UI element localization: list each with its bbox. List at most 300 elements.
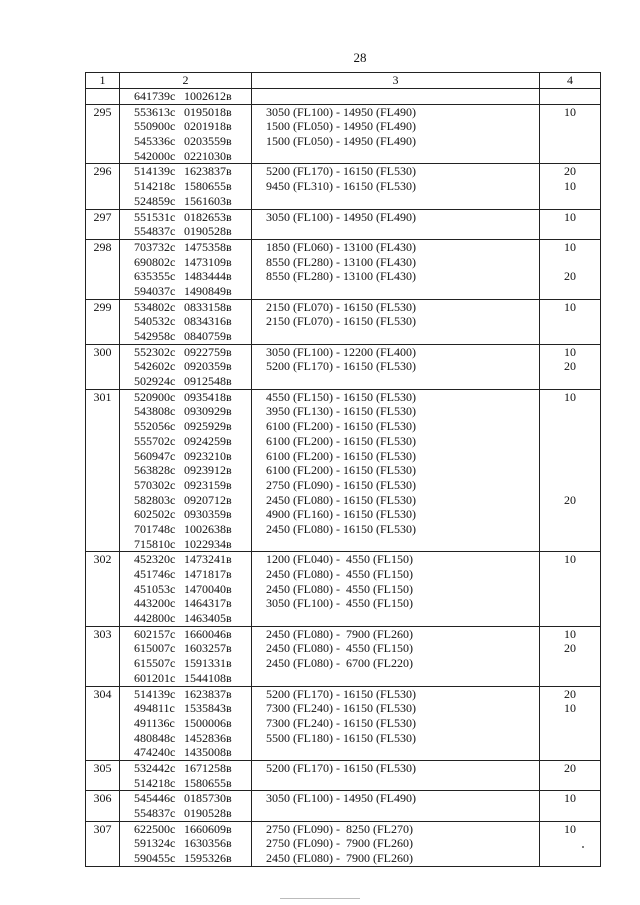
latitude: 553613с — [134, 104, 176, 119]
longitude: 1603257в — [184, 641, 232, 656]
coordinate-line — [134, 374, 251, 389]
coordinate-line — [134, 596, 251, 611]
longitude: 0922759в — [184, 344, 232, 359]
coordinate-line — [134, 522, 251, 537]
value — [540, 255, 600, 270]
altitude-range: 2450 (FL080) - 4550 (FL150) — [266, 641, 413, 656]
value: 10 — [564, 299, 576, 314]
longitude: 1623837в — [184, 164, 232, 179]
latitude: 542958с — [134, 329, 176, 343]
latitude: 502924с — [134, 374, 176, 389]
longitude: 0185730в — [184, 791, 232, 806]
latitude: 545336с — [134, 134, 176, 149]
latitude: 514139с — [134, 686, 176, 701]
value: 20 — [564, 760, 576, 775]
value: 10 — [564, 552, 576, 567]
table-row — [86, 552, 601, 626]
value — [540, 449, 600, 464]
altitude-range-cell — [252, 389, 540, 552]
coordinate-line — [134, 507, 251, 522]
altitude-range: 2750 (FL090) - 8250 (FL270) — [266, 821, 413, 836]
longitude: 1435008в — [184, 745, 232, 760]
altitude-range-cell — [252, 686, 540, 760]
altitude-range: 8550 (FL280) - 13100 (FL430) — [266, 254, 416, 269]
longitude: 1475358в — [184, 239, 232, 254]
coordinate-line — [134, 552, 251, 567]
altitude-range: 4550 (FL150) - 16150 (FL530) — [266, 389, 416, 404]
latitude: 635355с — [134, 269, 176, 284]
coordinate-line — [134, 822, 251, 837]
altitude-range: 2750 (FL090) - 16150 (FL530) — [266, 477, 416, 492]
coordinate-line — [134, 716, 251, 731]
altitude-range-cell — [252, 209, 540, 239]
latitude: 641739с — [134, 89, 176, 103]
altitude-range: 9450 (FL310) - 16150 (FL530) — [266, 179, 416, 194]
longitude: 0923912в — [184, 463, 232, 478]
longitude: 0834316в — [184, 314, 232, 329]
value: 10 — [564, 389, 576, 404]
value-cell — [540, 299, 601, 344]
value: 10 — [564, 626, 576, 641]
coordinate-line — [134, 776, 251, 791]
coordinates-cell — [120, 791, 252, 821]
longitude: 1490849в — [184, 283, 232, 298]
coordinate-line — [134, 314, 251, 329]
longitude: 1660609в — [184, 821, 232, 836]
longitude: 0935418в — [184, 389, 232, 404]
latitude: 594037с — [134, 283, 176, 298]
altitude-range: 3050 (FL100) - 4550 (FL150) — [266, 596, 413, 611]
altitude-range-cell — [252, 164, 540, 209]
altitude-range: 2450 (FL080) - 7900 (FL260) — [266, 626, 413, 641]
table-body — [86, 89, 601, 867]
longitude: 1473241в — [184, 552, 232, 567]
value: 20 — [564, 492, 576, 507]
longitude: 0201918в — [184, 119, 232, 134]
coordinate-line — [134, 194, 251, 209]
latitude: 491136с — [134, 715, 175, 730]
coordinates-cell — [120, 299, 252, 344]
coordinate-line — [134, 164, 251, 179]
table-row — [86, 821, 601, 866]
value: 10 — [564, 821, 576, 836]
value-cell — [540, 239, 601, 299]
value — [540, 716, 600, 731]
altitude-range-cell — [252, 760, 540, 790]
table-row — [86, 89, 601, 105]
table-header-row — [86, 73, 601, 89]
value — [540, 851, 600, 866]
coordinates-cell — [120, 552, 252, 626]
value-cell — [540, 791, 601, 821]
coordinate-line — [134, 345, 251, 360]
coordinate-line — [134, 537, 251, 552]
altitude-range: 6100 (FL200) - 16150 (FL530) — [266, 433, 416, 448]
value — [540, 656, 600, 671]
coordinates-cell — [120, 104, 252, 164]
latitude: 701748с — [134, 521, 176, 536]
latitude: 703732с — [134, 239, 176, 254]
longitude: 1580655в — [184, 179, 232, 194]
altitude-range: 2150 (FL070) - 16150 (FL530) — [266, 314, 416, 329]
longitude: 1544108в — [184, 670, 232, 685]
altitude-range: 7300 (FL240) - 16150 (FL530) — [266, 715, 416, 730]
altitude-range: 2750 (FL090) - 7900 (FL260) — [266, 836, 413, 851]
coordinate-line — [134, 390, 251, 405]
longitude: 0190528в — [184, 224, 232, 239]
altitude-range: 6100 (FL200) - 16150 (FL530) — [266, 419, 416, 434]
longitude: 1473109в — [184, 254, 232, 269]
altitude-range-cell — [252, 299, 540, 344]
altitude-range-cell — [252, 89, 540, 105]
coordinates-cell — [120, 239, 252, 299]
altitude-range: 3050 (FL100) - 14950 (FL490) — [266, 791, 416, 806]
zone-number: 305 — [86, 760, 120, 790]
latitude: 524859с — [134, 193, 176, 208]
altitude-range-cell — [252, 791, 540, 821]
coordinate-line — [134, 449, 251, 464]
zone-number: 296 — [86, 164, 120, 209]
value: 20 — [564, 359, 576, 374]
coordinate-line — [134, 149, 251, 164]
coordinate-line — [134, 434, 251, 449]
value — [540, 119, 600, 134]
latitude: 615007с — [134, 641, 176, 656]
longitude: 1500006в — [184, 715, 232, 730]
altitude-range: 2150 (FL070) - 16150 (FL530) — [266, 299, 416, 314]
longitude: 0924259в — [184, 433, 232, 448]
altitude-range: 2450 (FL080) - 16150 (FL530) — [266, 492, 416, 507]
table-row — [86, 389, 601, 552]
zone-number: 303 — [86, 626, 120, 686]
latitude: 615507с — [134, 656, 176, 671]
table-row — [86, 104, 601, 164]
longitude: 1630356в — [184, 836, 232, 851]
altitude-range-cell — [252, 626, 540, 686]
value — [540, 836, 600, 851]
latitude: 442800с — [134, 611, 176, 626]
altitude-range: 5200 (FL170) - 16150 (FL530) — [266, 359, 416, 374]
latitude: 514218с — [134, 775, 176, 790]
coordinates-cell — [120, 626, 252, 686]
coordinate-line — [134, 134, 251, 149]
table-row — [86, 626, 601, 686]
longitude: 1471817в — [184, 567, 232, 581]
coordinates-cell — [120, 344, 252, 389]
value: 10 — [564, 701, 576, 716]
longitude: 0930929в — [184, 404, 232, 419]
header-col-2: 2 — [120, 73, 252, 89]
longitude: 0920712в — [184, 492, 232, 507]
value-cell — [540, 686, 601, 760]
longitude: 1463405в — [184, 611, 232, 626]
value: 10 — [564, 344, 576, 359]
value — [540, 507, 600, 522]
value — [540, 522, 600, 537]
longitude: 1561603в — [184, 193, 232, 208]
latitude: 602157с — [134, 626, 176, 641]
coordinate-line — [134, 255, 251, 270]
longitude: 1452836в — [184, 730, 232, 745]
table-row — [86, 760, 601, 790]
altitude-range-cell — [252, 552, 540, 626]
longitude: 1483444в — [184, 269, 232, 284]
value — [540, 404, 600, 419]
value-cell — [540, 552, 601, 626]
longitude: 0923159в — [184, 477, 232, 492]
latitude: 551531с — [134, 209, 176, 224]
longitude: 1464317в — [184, 596, 232, 611]
altitude-range: 5200 (FL170) - 16150 (FL530) — [266, 686, 416, 701]
latitude: 563828с — [134, 463, 176, 478]
longitude: 0930359в — [184, 507, 232, 522]
coordinate-line — [134, 359, 251, 374]
coordinate-line — [134, 656, 251, 671]
latitude: 532442с — [134, 760, 176, 775]
altitude-range: 3050 (FL100) - 14950 (FL490) — [266, 104, 416, 119]
longitude: 0221030в — [184, 148, 232, 163]
latitude: 554837с — [134, 224, 176, 239]
altitude-range: 6100 (FL200) - 16150 (FL530) — [266, 448, 416, 463]
value: 10 — [564, 209, 576, 224]
zone-number: 302 — [86, 552, 120, 626]
value — [540, 596, 600, 611]
altitude-range: 5200 (FL170) - 16150 (FL530) — [266, 164, 416, 179]
table-row — [86, 686, 601, 760]
coordinate-line — [134, 210, 251, 225]
latitude: 602502с — [134, 507, 176, 522]
value: 10 — [564, 791, 576, 806]
coordinate-line — [134, 806, 251, 821]
latitude: 555702с — [134, 433, 176, 448]
scan-speck — [582, 846, 584, 848]
coordinate-line — [134, 89, 251, 104]
altitude-range: 5500 (FL180) - 16150 (FL530) — [266, 730, 416, 745]
table-row — [86, 239, 601, 299]
latitude: 552056с — [134, 419, 176, 434]
coordinate-line — [134, 269, 251, 284]
latitude: 690802с — [134, 254, 176, 269]
coordinate-line — [134, 701, 251, 716]
longitude: 1022934в — [184, 536, 232, 551]
table-row — [86, 791, 601, 821]
value: 10 — [564, 179, 576, 194]
value: 10 — [564, 239, 576, 254]
zone-number: 301 — [86, 389, 120, 552]
value — [540, 434, 600, 449]
altitude-range: 8550 (FL280) - 13100 (FL430) — [266, 269, 416, 284]
longitude: 0833158в — [184, 299, 232, 314]
coordinates-cell — [120, 89, 252, 105]
longitude: 1535843в — [184, 701, 232, 716]
coordinate-line — [134, 105, 251, 120]
coordinates-cell — [120, 821, 252, 866]
value — [540, 314, 600, 329]
longitude: 0840759в — [184, 329, 232, 343]
latitude: 582803с — [134, 492, 176, 507]
value-cell — [540, 389, 601, 552]
value-cell — [540, 104, 601, 164]
latitude: 452320с — [134, 552, 176, 567]
longitude: 1660046в — [184, 626, 232, 641]
altitude-range: 2450 (FL080) - 7900 (FL260) — [266, 851, 413, 866]
latitude: 543808с — [134, 404, 176, 419]
latitude: 451746с — [134, 567, 176, 581]
longitude: 1591331в — [184, 656, 232, 671]
value — [540, 463, 600, 478]
altitude-range: 7300 (FL240) - 16150 (FL530) — [266, 701, 416, 716]
zone-number: 304 — [86, 686, 120, 760]
altitude-range: 1500 (FL050) - 14950 (FL490) — [266, 119, 416, 134]
value-cell — [540, 626, 601, 686]
longitude: 0203559в — [184, 134, 232, 149]
value-cell — [540, 344, 601, 389]
coordinates-cell — [120, 760, 252, 790]
value: 10 — [564, 104, 576, 119]
longitude: 0912548в — [184, 374, 232, 389]
value-cell — [540, 164, 601, 209]
value-cell — [540, 209, 601, 239]
latitude: 520900с — [134, 389, 176, 404]
latitude: 514218с — [134, 179, 176, 194]
latitude: 443200с — [134, 596, 176, 611]
coordinate-line — [134, 300, 251, 315]
latitude: 554837с — [134, 806, 176, 820]
coordinate-line — [134, 224, 251, 239]
latitude: 480848с — [134, 730, 176, 745]
longitude: 0195018в — [184, 104, 232, 119]
coordinate-line — [134, 761, 251, 776]
coordinate-line — [134, 836, 251, 851]
value — [540, 731, 600, 746]
latitude: 540532с — [134, 314, 176, 329]
coordinates-cell — [120, 686, 252, 760]
latitude: 591324с — [134, 836, 176, 851]
zone-number — [86, 89, 120, 105]
longitude: 1623837в — [184, 686, 232, 701]
header-col-4: 4 — [540, 73, 601, 89]
table-row — [86, 164, 601, 209]
coordinate-line — [134, 419, 251, 434]
altitude-range: 1500 (FL050) - 14950 (FL490) — [266, 134, 416, 149]
coordinate-line — [134, 463, 251, 478]
longitude: 1002638в — [184, 521, 232, 536]
zone-number: 295 — [86, 104, 120, 164]
coordinate-line — [134, 611, 251, 626]
longitude: 0923210в — [184, 448, 232, 463]
coordinate-line — [134, 404, 251, 419]
altitude-range: 3050 (FL100) - 14950 (FL490) — [266, 209, 416, 224]
altitude-range-cell — [252, 104, 540, 164]
value — [540, 478, 600, 493]
coordinates-cell — [120, 164, 252, 209]
latitude: 514139с — [134, 164, 176, 179]
table-row — [86, 299, 601, 344]
altitude-range: 1850 (FL060) - 13100 (FL430) — [266, 239, 416, 254]
value — [540, 567, 600, 582]
coordinate-line — [134, 567, 251, 582]
longitude: 1595326в — [184, 851, 232, 866]
value-cell — [540, 821, 601, 866]
altitude-range: 2450 (FL080) - 4550 (FL150) — [266, 567, 413, 581]
altitude-range: 2450 (FL080) - 16150 (FL530) — [266, 521, 416, 536]
latitude: 474240с — [134, 745, 176, 760]
longitude: 0925929в — [184, 419, 232, 434]
latitude: 552302с — [134, 344, 176, 359]
header-col-1: 1 — [86, 73, 120, 89]
coordinate-line — [134, 493, 251, 508]
coordinate-line — [134, 329, 251, 344]
coordinate-line — [134, 687, 251, 702]
coordinate-line — [134, 119, 251, 134]
coordinate-line — [134, 671, 251, 686]
coordinate-line — [134, 179, 251, 194]
latitude: 494811с — [134, 701, 175, 716]
coordinate-line — [134, 641, 251, 656]
longitude: 0190528в — [184, 806, 232, 820]
value: 20 — [564, 164, 576, 179]
coordinate-line — [134, 851, 251, 866]
longitude: 1671258в — [184, 760, 232, 775]
value — [540, 134, 600, 149]
value: 20 — [564, 269, 576, 284]
value — [540, 582, 600, 597]
coordinate-line — [134, 745, 251, 760]
table-row — [86, 344, 601, 389]
coordinate-line — [134, 791, 251, 806]
latitude: 550900с — [134, 119, 176, 134]
footer-rule — [280, 898, 360, 899]
latitude: 601201с — [134, 670, 176, 685]
latitude: 542000с — [134, 148, 176, 163]
coordinate-line — [134, 478, 251, 493]
zone-number: 298 — [86, 239, 120, 299]
coordinate-line — [134, 731, 251, 746]
table-row — [86, 209, 601, 239]
zone-number: 297 — [86, 209, 120, 239]
latitude: 560947с — [134, 448, 176, 463]
longitude: 1470040в — [184, 581, 232, 596]
coordinates-cell — [120, 389, 252, 552]
altitude-range: 2450 (FL080) - 6700 (FL220) — [266, 656, 413, 671]
value: 20 — [564, 686, 576, 701]
latitude: 451053с — [134, 581, 176, 596]
latitude: 534802с — [134, 299, 176, 314]
latitude: 545446с — [134, 791, 176, 806]
coordinate-line — [134, 284, 251, 299]
latitude: 570302с — [134, 477, 176, 492]
page-number: 28 — [353, 50, 367, 65]
coordinates-cell — [120, 209, 252, 239]
latitude: 622500с — [134, 821, 176, 836]
zone-number: 299 — [86, 299, 120, 344]
coordinate-line — [134, 240, 251, 255]
value-cell — [540, 760, 601, 790]
longitude: 1002612в — [184, 89, 232, 103]
altitude-range: 3050 (FL100) - 12200 (FL400) — [266, 344, 416, 359]
value — [540, 419, 600, 434]
latitude: 542602с — [134, 359, 176, 374]
altitude-range-cell — [252, 344, 540, 389]
latitude: 715810с — [134, 536, 176, 551]
altitude-range: 6100 (FL200) - 16150 (FL530) — [266, 463, 416, 478]
altitude-range: 3950 (FL130) - 16150 (FL530) — [266, 404, 416, 419]
flight-level-table — [85, 72, 601, 867]
value-cell — [540, 89, 601, 105]
altitude-range: 4900 (FL160) - 16150 (FL530) — [266, 507, 416, 522]
longitude: 1580655в — [184, 775, 232, 790]
altitude-range-cell — [252, 239, 540, 299]
